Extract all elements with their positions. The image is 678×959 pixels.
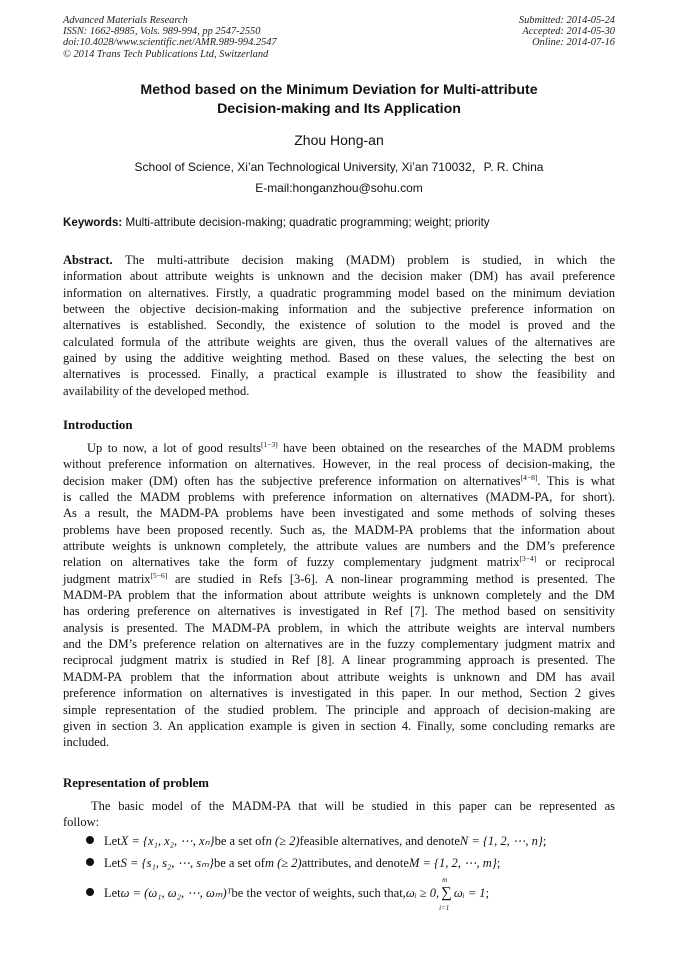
affiliation: School of Science, Xi’an Technological University, Xi’an 710032，P. R. China (134, 160, 544, 174)
section-heading-introduction: Introduction (63, 418, 133, 432)
math-nonneg: ωᵢ ≥ 0, (405, 886, 440, 900)
journal-info (63, 15, 277, 60)
abstract-line: Abstract. The multi-attribute decision making (MADM) problem is studied, in which the (63, 253, 615, 267)
math-n: n (≥ 2) (265, 834, 300, 848)
dates-info (519, 15, 615, 49)
citation[interactable]: [5−6] (150, 570, 168, 580)
summation: m ∑ i=1 (439, 876, 452, 912)
list-item: Let ω = (ω₁, ω₂, ⋯, ωₘ)ᵀ be the vector of weights, such that, ωᵢ ≥ 0, m ∑ i=1 ωᵢ = 1 ; (86, 885, 616, 907)
keywords-text: Multi-attribute decision-making; quadratic programming; weight; priority (125, 216, 490, 229)
abstract-line: gained by using the additive weighting method. Based on these values, the selecting the best on (63, 351, 615, 366)
intro-line: and the DM’s preference relation on alternatives are in the fuzzy complementary judgment matrix and (63, 637, 615, 652)
intro-line: has ordering preference on alternatives is investigated in Ref [7]. The method based on sensitivity (63, 604, 615, 619)
intro-line: relation on alternatives take the form of fuzzy complementary judgment matrix[3−4] or reciprocal (63, 554, 615, 570)
intro-line: is called the MADM problems with preference information on alternatives (MADM-PA, for short). (63, 490, 615, 505)
abstract-line: alternatives is established. Secondly, the existence of solution to the model is proved and the (63, 318, 615, 333)
intro-line: decision maker (DM) often has the subjective preference information on alternatives[4−8]. This is what (63, 472, 615, 488)
doi-line[interactable]: doi:10.4028/www.scientific.net/AMR.989-994.2547 (63, 37, 277, 49)
online-date: Online: 2014-07-16 (532, 37, 615, 49)
abstract-line: information about attribute weights is unknown and the decision maker (DM) has avail preference (63, 269, 615, 284)
math-set-x: X = {x₁, x₂, ⋯, xₙ} (120, 834, 215, 848)
list-item: Let S = {s₁, s₂, ⋯, sₘ} be a set of m (≥ 2) attributes, and denote M = {1, 2, ⋯, m} ; (86, 855, 616, 877)
email[interactable]: E-mail:honganzhou@sohu.com (255, 181, 423, 195)
intro-line: included. (63, 735, 110, 750)
intro-line: As a result, the MADM-PA problems have been investigated and some methods of solving theses (63, 506, 615, 521)
bullet-icon (86, 858, 94, 866)
representation-paragraph (63, 798, 615, 831)
title-line-2: Decision-making and Its Application (217, 101, 461, 117)
intro-line: judgment matrix[5−6] are studied in Refs [3-6]. A non-linear programming method is presented. The (63, 570, 615, 586)
intro-line: MADM-PA problem that the information about attribute weights is unknown completely and the DM (63, 588, 615, 603)
abstract (63, 252, 615, 399)
repr-line: follow: (63, 815, 100, 830)
submitted-date: Submitted: 2014-05-24 (518, 15, 615, 26)
abstract-line: alternatives is processed. Finally, a practical example is illustrated to show the feasibility and (63, 367, 615, 382)
citation[interactable]: [4−8] (520, 472, 538, 482)
abstract-label: Abstract. (63, 253, 113, 267)
intro-line: problems have been proposed recently. Such as, the MADM-PA problems that the information about (63, 522, 615, 537)
issn-line: ISSN: 1662-8985, Vols. 989-994, pp 2547-2550 (63, 26, 261, 38)
abstract-line: calculated formula of the attribute weights are given, thus the overall values of the alternatives are (63, 334, 615, 349)
math-set-s: S = {s₁, s₂, ⋯, sₘ} (120, 856, 214, 870)
introduction-paragraph (63, 440, 615, 751)
intro-line: analysis is presented. The MADM-PA problem, in which the attribute weights are interval numbers (63, 620, 615, 635)
math-set-m: M = {1, 2, ⋯, m} (408, 856, 497, 870)
abstract-line: between the objective decision-making information and the subjective preference information on (63, 302, 615, 317)
abstract-line: availability of the developed method. (63, 383, 250, 398)
intro-line: simple representation of the studied problem. The principle and approach of decision-making are (63, 702, 615, 717)
keywords-label: Keywords: (63, 216, 123, 229)
math-set-n: N = {1, 2, ⋯, n} (459, 834, 543, 848)
author: Zhou Hong-an (294, 132, 384, 148)
accepted-date: Accepted: 2014-05-30 (522, 26, 615, 38)
citation[interactable]: [1−3] (260, 440, 278, 449)
intro-line: without preference information on alternatives. However, in the real process of decision-making, the (63, 457, 615, 472)
intro-line: given in section 3. An application example is given in section 4. Finally, some concluding remarks are (63, 718, 615, 733)
math-sum-one: ωᵢ = 1 (453, 886, 486, 900)
paper-title (80, 81, 598, 119)
definition-list (86, 833, 616, 912)
journal-name: Advanced Materials Research (63, 15, 188, 26)
math-m: m (≥ 2) (264, 856, 302, 870)
intro-line: attribute weights is unknown completely, the attribute values are numbers and the DM’s preference (63, 539, 615, 554)
intro-line: reciprocal judgment matrix is studied in Ref [8]. A linear programming approach is presented. The (63, 653, 615, 668)
abstract-line: information on alternatives. Firstly, a quadratic programming model based on the minimum deviation (63, 285, 615, 300)
math-weight-vector: ω = (ω₁, ω₂, ⋯, ωₘ)ᵀ (120, 886, 232, 900)
title-line-1: Method based on the Minimum Deviation for Multi-attribute (140, 82, 538, 98)
list-item: Let X = {x₁, x₂, ⋯, xₙ} be a set of n (≥ 2) feasible alternatives, and denote N = {1, 2, ⋯, n} ; (86, 833, 616, 855)
bullet-icon (86, 888, 94, 896)
intro-line: preference information on alternatives is investigated in this paper. In our method, Section 2 gives (63, 686, 615, 701)
keywords (63, 216, 615, 229)
citation[interactable]: [3−4] (519, 554, 537, 564)
intro-line: Up to now, a lot of good results[1−3] have been obtained on the researches of the MADM problems (87, 440, 615, 455)
copyright-line: © 2014 Trans Tech Publications Ltd, Switzerland (63, 48, 269, 60)
bullet-icon (86, 836, 94, 844)
repr-line: The basic model of the MADM-PA that will be studied in this paper can be represented as (91, 799, 615, 813)
intro-line: MADM-PA problem that the information about attribute weights is unknown and DM has avail (63, 669, 615, 684)
section-heading-representation: Representation of problem (63, 776, 209, 790)
